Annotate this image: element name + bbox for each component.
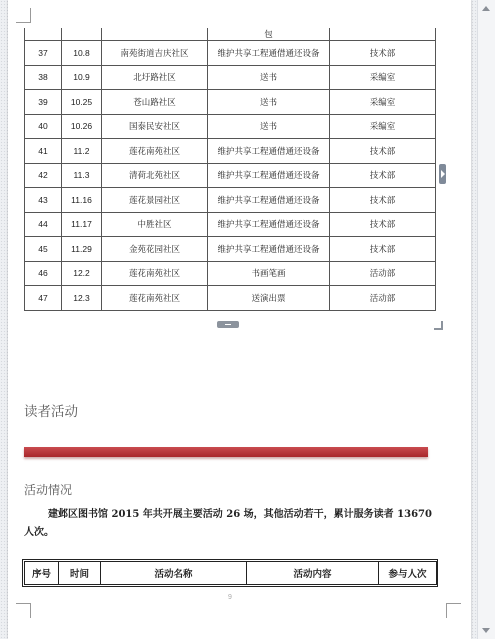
cell-date: 10.25 (62, 90, 102, 115)
cell-place: 苍山路社区 (102, 90, 208, 115)
cell-place: 莲花景园社区 (102, 188, 208, 213)
cell-place: 莲花南苑社区 (102, 286, 208, 311)
crop-mark-top-left (16, 8, 31, 23)
table-row (25, 41, 436, 66)
cell-number: 41 (25, 139, 62, 164)
cell-department: 采编室 (330, 65, 436, 90)
cell-place: 清荷北苑社区 (102, 163, 208, 188)
header-cell-activity-name: 活动名称 (101, 562, 247, 585)
table-row (25, 286, 436, 311)
cell-content: 维护共享工程通借通还设备 (208, 188, 330, 213)
table-row (25, 212, 436, 237)
cell-place: 莲花南苑社区 (102, 139, 208, 164)
cell-department: 技术部 (330, 212, 436, 237)
cell-number: 46 (25, 261, 62, 286)
cell-date: 10.8 (62, 41, 102, 66)
table-row (25, 163, 436, 188)
cell-date: 11.2 (62, 139, 102, 164)
cell-date: 11.3 (62, 163, 102, 188)
crop-mark-bottom-left (16, 603, 31, 618)
cell-number: 39 (25, 90, 62, 115)
cell-content: 维护共享工程通借通还设备 (208, 212, 330, 237)
cell-content: 维护共享工程通借通还设备 (208, 163, 330, 188)
cell-place: 南苑街道吉庆社区 (102, 41, 208, 66)
header-cell-attendance: 参与人次 (379, 562, 437, 585)
header-cell-activity-content: 活动内容 (247, 562, 379, 585)
cell-department: 技术部 (330, 163, 436, 188)
cell-department: 采编室 (330, 90, 436, 115)
table-row (25, 65, 436, 90)
cell-department: 技术部 (330, 139, 436, 164)
vertical-scrollbar[interactable] (477, 0, 495, 639)
cell-department: 活动部 (330, 286, 436, 311)
cell-content: 送演出票 (208, 286, 330, 311)
cell-content: 书画笔画 (208, 261, 330, 286)
cell-date: 10.9 (62, 65, 102, 90)
cell-department: 技术部 (330, 237, 436, 262)
cell-content: 送书 (208, 114, 330, 139)
cell-number: 37 (25, 41, 62, 66)
cell-number: 47 (25, 286, 62, 311)
header-cell-seq: 序号 (25, 562, 59, 585)
summary-paragraph: 建邺区图书馆 2015 年共开展主要活动 26 场，其他活动若干，累计服务读者 13670 人次。 (24, 509, 432, 538)
table-row-continued (25, 28, 436, 41)
cell-date: 11.17 (62, 212, 102, 237)
cell-content: 维护共享工程通借通还设备 (208, 237, 330, 262)
table-row (25, 114, 436, 139)
cell-number: 40 (25, 114, 62, 139)
accent-divider (24, 447, 428, 457)
cell-number: 42 (25, 163, 62, 188)
table-row (25, 237, 436, 262)
cell-place: 莲花南苑社区 (102, 261, 208, 286)
scroll-up-icon[interactable] (482, 6, 490, 11)
cell-content: 维护共享工程通借通还设备 (208, 41, 330, 66)
header-cell-time: 时间 (59, 562, 101, 585)
cell-date: 12.2 (62, 261, 102, 286)
crop-mark-bottom-right (446, 603, 461, 618)
table-row (25, 139, 436, 164)
cell-content: 维护共享工程通借通还设备 (208, 139, 330, 164)
table-resize-corner[interactable] (434, 321, 443, 330)
table-row (25, 90, 436, 115)
cell-number: 43 (25, 188, 62, 213)
cell-place: 北圩路社区 (102, 65, 208, 90)
cell-department: 技术部 (330, 41, 436, 66)
table-row (25, 188, 436, 213)
table-resize-handle[interactable] (217, 321, 239, 328)
cell-place: 金苑花园社区 (102, 237, 208, 262)
table-row (25, 261, 436, 286)
cell-date: 10.26 (62, 114, 102, 139)
activity-table-header-row (25, 562, 437, 585)
schedule-table (24, 28, 436, 311)
page-edge-handle-icon[interactable] (439, 164, 446, 184)
cell-number: 44 (25, 212, 62, 237)
cell-department: 技术部 (330, 188, 436, 213)
cell-content: 送书 (208, 65, 330, 90)
activity-table (24, 561, 437, 585)
section-heading: 读者活动 (24, 404, 78, 419)
cell-place: 中胜社区 (102, 212, 208, 237)
cell-date: 11.16 (62, 188, 102, 213)
cell-content: 送书 (208, 90, 330, 115)
cell-number: 38 (25, 65, 62, 90)
cell-department: 活动部 (330, 261, 436, 286)
scroll-down-icon[interactable] (482, 628, 490, 633)
cell-date: 11.29 (62, 237, 102, 262)
section-subheading: 活动情况 (24, 483, 73, 497)
page-number: 9 (228, 594, 232, 601)
cell-date: 12.3 (62, 286, 102, 311)
cell-department: 采编室 (330, 114, 436, 139)
continued-cell: 包 (208, 28, 330, 41)
cell-place: 国泰民安社区 (102, 114, 208, 139)
cell-number: 45 (25, 237, 62, 262)
